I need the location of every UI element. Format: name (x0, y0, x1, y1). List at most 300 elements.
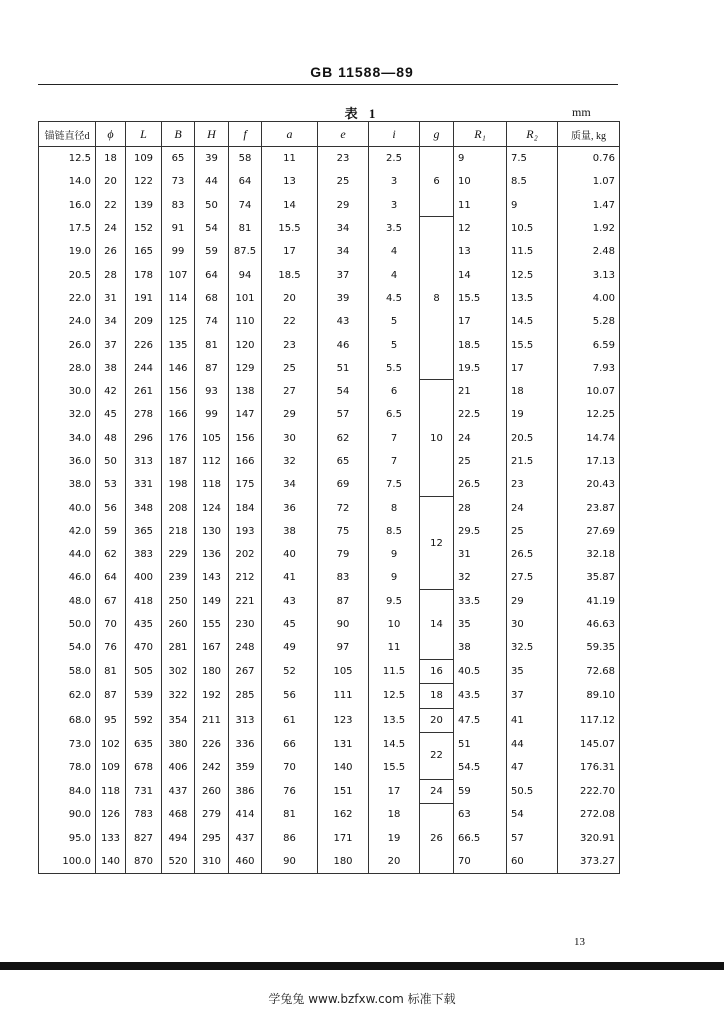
cell-i: 9 (369, 566, 420, 589)
cell-H: 59 (195, 240, 229, 263)
cell-a: 76 (262, 779, 318, 803)
header-cell: H (195, 122, 229, 147)
footer-bar (0, 962, 724, 970)
cell-r2: 35 (507, 660, 558, 684)
table-row (39, 660, 620, 684)
cell-mass: 272.08 (558, 803, 620, 826)
cell-B: 406 (162, 756, 195, 779)
cell-r1: 35 (454, 613, 507, 636)
cell-r1: 33.5 (454, 590, 507, 613)
cell-r1: 43.5 (454, 684, 507, 708)
cell-a: 36 (262, 496, 318, 519)
table-row (39, 613, 620, 636)
cell-H: 74 (195, 310, 229, 333)
cell-phi: 26 (96, 240, 126, 263)
cell-L: 278 (126, 403, 162, 426)
cell-phi: 81 (96, 660, 126, 684)
cell-d: 16.0 (39, 194, 96, 217)
cell-d: 62.0 (39, 684, 96, 708)
cell-H: 118 (195, 473, 229, 496)
cell-B: 91 (162, 217, 195, 240)
table-row (39, 287, 620, 310)
cell-r1: 13 (454, 240, 507, 263)
cell-H: 226 (195, 732, 229, 755)
cell-phi: 34 (96, 310, 126, 333)
header-cell: R₁ (454, 122, 507, 147)
cell-r1: 12 (454, 217, 507, 240)
cell-L: 139 (126, 194, 162, 217)
cell-L: 592 (126, 708, 162, 732)
cell-r2: 30 (507, 613, 558, 636)
cell-i: 7.5 (369, 473, 420, 496)
cell-r1: 11 (454, 194, 507, 217)
cell-r1: 29.5 (454, 520, 507, 543)
cell-mass: 4.00 (558, 287, 620, 310)
dimension-table (38, 121, 620, 874)
cell-H: 143 (195, 566, 229, 589)
cell-r2: 23 (507, 473, 558, 496)
cell-H: 211 (195, 708, 229, 732)
cell-r1: 14 (454, 263, 507, 286)
cell-L: 505 (126, 660, 162, 684)
table-row (39, 827, 620, 850)
header-cell: i (369, 122, 420, 147)
cell-B: 281 (162, 636, 195, 659)
cell-phi: 53 (96, 473, 126, 496)
cell-f: 81 (229, 217, 262, 240)
cell-H: 124 (195, 496, 229, 519)
cell-a: 81 (262, 803, 318, 826)
cell-f: 101 (229, 287, 262, 310)
cell-f: 129 (229, 357, 262, 380)
cell-H: 44 (195, 170, 229, 193)
cell-B: 176 (162, 427, 195, 450)
cell-H: 93 (195, 380, 229, 403)
cell-f: 74 (229, 194, 262, 217)
cell-phi: 28 (96, 263, 126, 286)
cell-r2: 24 (507, 496, 558, 519)
cell-f: 313 (229, 708, 262, 732)
cell-a: 25 (262, 357, 318, 380)
cell-B: 208 (162, 496, 195, 519)
cell-a: 18.5 (262, 263, 318, 286)
cell-d: 26.0 (39, 333, 96, 356)
cell-B: 302 (162, 660, 195, 684)
cell-e: 151 (318, 779, 369, 803)
cell-r1: 28 (454, 496, 507, 519)
cell-H: 310 (195, 850, 229, 874)
cell-mass: 10.07 (558, 380, 620, 403)
cell-f: 414 (229, 803, 262, 826)
cell-B: 494 (162, 827, 195, 850)
cell-r2: 17 (507, 357, 558, 380)
cell-r2: 25 (507, 520, 558, 543)
cell-L: 470 (126, 636, 162, 659)
cell-L: 178 (126, 263, 162, 286)
cell-B: 99 (162, 240, 195, 263)
cell-a: 52 (262, 660, 318, 684)
cell-a: 30 (262, 427, 318, 450)
cell-e: 54 (318, 380, 369, 403)
cell-a: 20 (262, 287, 318, 310)
cell-i: 14.5 (369, 732, 420, 755)
cell-L: 209 (126, 310, 162, 333)
cell-L: 226 (126, 333, 162, 356)
cell-phi: 22 (96, 194, 126, 217)
cell-d: 95.0 (39, 827, 96, 850)
cell-g: 8 (420, 217, 454, 380)
cell-phi: 133 (96, 827, 126, 850)
cell-d: 68.0 (39, 708, 96, 732)
cell-d: 19.0 (39, 240, 96, 263)
cell-mass: 17.13 (558, 450, 620, 473)
cell-mass: 12.25 (558, 403, 620, 426)
cell-a: 13 (262, 170, 318, 193)
cell-phi: 31 (96, 287, 126, 310)
cell-r1: 59 (454, 779, 507, 803)
cell-d: 50.0 (39, 613, 96, 636)
cell-e: 25 (318, 170, 369, 193)
cell-r1: 25 (454, 450, 507, 473)
table-row (39, 357, 620, 380)
cell-i: 5 (369, 333, 420, 356)
table-row (39, 756, 620, 779)
cell-f: 138 (229, 380, 262, 403)
cell-mass: 0.76 (558, 147, 620, 171)
cell-d: 14.0 (39, 170, 96, 193)
cell-a: 23 (262, 333, 318, 356)
cell-f: 147 (229, 403, 262, 426)
cell-phi: 48 (96, 427, 126, 450)
cell-mass: 222.70 (558, 779, 620, 803)
header-cell: f (229, 122, 262, 147)
table-row (39, 170, 620, 193)
cell-e: 57 (318, 403, 369, 426)
standard-code: GB 11588—89 (310, 64, 414, 80)
cell-B: 468 (162, 803, 195, 826)
table-row (39, 147, 620, 171)
cell-f: 184 (229, 496, 262, 519)
cell-r2: 44 (507, 732, 558, 755)
cell-e: 29 (318, 194, 369, 217)
cell-H: 279 (195, 803, 229, 826)
table-row (39, 496, 620, 519)
cell-f: 285 (229, 684, 262, 708)
cell-e: 140 (318, 756, 369, 779)
cell-i: 7 (369, 427, 420, 450)
cell-d: 78.0 (39, 756, 96, 779)
cell-H: 81 (195, 333, 229, 356)
table-row (39, 333, 620, 356)
cell-H: 112 (195, 450, 229, 473)
cell-phi: 18 (96, 147, 126, 171)
cell-mass: 72.68 (558, 660, 620, 684)
cell-i: 9.5 (369, 590, 420, 613)
cell-i: 5 (369, 310, 420, 333)
cell-H: 99 (195, 403, 229, 426)
cell-mass: 5.28 (558, 310, 620, 333)
cell-g: 6 (420, 147, 454, 217)
cell-a: 49 (262, 636, 318, 659)
cell-f: 166 (229, 450, 262, 473)
cell-H: 39 (195, 147, 229, 171)
cell-g: 14 (420, 590, 454, 660)
cell-e: 180 (318, 850, 369, 874)
cell-e: 111 (318, 684, 369, 708)
cell-f: 359 (229, 756, 262, 779)
cell-f: 230 (229, 613, 262, 636)
cell-e: 87 (318, 590, 369, 613)
cell-d: 22.0 (39, 287, 96, 310)
cell-f: 58 (229, 147, 262, 171)
cell-r1: 22.5 (454, 403, 507, 426)
cell-H: 295 (195, 827, 229, 850)
cell-mass: 14.74 (558, 427, 620, 450)
cell-d: 24.0 (39, 310, 96, 333)
cell-r2: 9 (507, 194, 558, 217)
cell-B: 218 (162, 520, 195, 543)
cell-L: 827 (126, 827, 162, 850)
cell-r1: 26.5 (454, 473, 507, 496)
cell-e: 72 (318, 496, 369, 519)
cell-d: 48.0 (39, 590, 96, 613)
cell-r2: 15.5 (507, 333, 558, 356)
cell-r2: 54 (507, 803, 558, 826)
cell-H: 167 (195, 636, 229, 659)
cell-f: 386 (229, 779, 262, 803)
cell-phi: 38 (96, 357, 126, 380)
cell-r1: 18.5 (454, 333, 507, 356)
cell-e: 79 (318, 543, 369, 566)
cell-phi: 67 (96, 590, 126, 613)
cell-a: 86 (262, 827, 318, 850)
cell-r2: 26.5 (507, 543, 558, 566)
cell-r1: 17 (454, 310, 507, 333)
cell-mass: 89.10 (558, 684, 620, 708)
cell-L: 313 (126, 450, 162, 473)
cell-a: 34 (262, 473, 318, 496)
table-row (39, 708, 620, 732)
cell-mass: 6.59 (558, 333, 620, 356)
cell-i: 4.5 (369, 287, 420, 310)
cell-phi: 102 (96, 732, 126, 755)
cell-r2: 60 (507, 850, 558, 874)
cell-B: 260 (162, 613, 195, 636)
cell-mass: 35.87 (558, 566, 620, 589)
unit-label: mm (572, 105, 591, 119)
cell-f: 212 (229, 566, 262, 589)
cell-H: 50 (195, 194, 229, 217)
cell-i: 18 (369, 803, 420, 826)
cell-r1: 31 (454, 543, 507, 566)
cell-phi: 50 (96, 450, 126, 473)
cell-d: 42.0 (39, 520, 96, 543)
cell-i: 17 (369, 779, 420, 803)
cell-d: 36.0 (39, 450, 96, 473)
cell-phi: 45 (96, 403, 126, 426)
cell-e: 37 (318, 263, 369, 286)
cell-L: 348 (126, 496, 162, 519)
cell-r2: 20.5 (507, 427, 558, 450)
cell-e: 123 (318, 708, 369, 732)
cell-L: 383 (126, 543, 162, 566)
table-row (39, 803, 620, 826)
cell-r2: 19 (507, 403, 558, 426)
cell-r1: 10 (454, 170, 507, 193)
cell-phi: 24 (96, 217, 126, 240)
cell-mass: 145.07 (558, 732, 620, 755)
cell-mass: 41.19 (558, 590, 620, 613)
cell-i: 3.5 (369, 217, 420, 240)
table-body (39, 147, 620, 874)
cell-B: 198 (162, 473, 195, 496)
cell-phi: 42 (96, 380, 126, 403)
cell-i: 11.5 (369, 660, 420, 684)
cell-e: 65 (318, 450, 369, 473)
cell-H: 242 (195, 756, 229, 779)
cell-r2: 13.5 (507, 287, 558, 310)
cell-i: 20 (369, 850, 420, 874)
cell-B: 107 (162, 263, 195, 286)
header-cell: 锚链直径d (39, 122, 96, 147)
cell-mass: 3.13 (558, 263, 620, 286)
cell-d: 40.0 (39, 496, 96, 519)
cell-L: 191 (126, 287, 162, 310)
cell-a: 90 (262, 850, 318, 874)
cell-f: 94 (229, 263, 262, 286)
cell-a: 22 (262, 310, 318, 333)
table-row (39, 310, 620, 333)
cell-r2: 27.5 (507, 566, 558, 589)
cell-a: 41 (262, 566, 318, 589)
cell-B: 239 (162, 566, 195, 589)
cell-H: 180 (195, 660, 229, 684)
cell-e: 43 (318, 310, 369, 333)
cell-B: 187 (162, 450, 195, 473)
cell-i: 6 (369, 380, 420, 403)
cell-r2: 12.5 (507, 263, 558, 286)
cell-i: 5.5 (369, 357, 420, 380)
cell-f: 202 (229, 543, 262, 566)
table-row (39, 850, 620, 874)
cell-g: 16 (420, 660, 454, 684)
cell-mass: 46.63 (558, 613, 620, 636)
header-cell: 质量, kg (558, 122, 620, 147)
table-title: 表 1 (344, 106, 380, 121)
cell-r1: 66.5 (454, 827, 507, 850)
cell-i: 9 (369, 543, 420, 566)
table-row (39, 732, 620, 755)
cell-e: 69 (318, 473, 369, 496)
cell-i: 7 (369, 450, 420, 473)
cell-e: 51 (318, 357, 369, 380)
table-row (39, 520, 620, 543)
cell-e: 90 (318, 613, 369, 636)
cell-i: 13.5 (369, 708, 420, 732)
cell-d: 54.0 (39, 636, 96, 659)
cell-e: 34 (318, 217, 369, 240)
cell-phi: 59 (96, 520, 126, 543)
cell-e: 131 (318, 732, 369, 755)
header-cell: a (262, 122, 318, 147)
cell-phi: 95 (96, 708, 126, 732)
cell-d: 84.0 (39, 779, 96, 803)
cell-B: 250 (162, 590, 195, 613)
cell-a: 45 (262, 613, 318, 636)
cell-B: 354 (162, 708, 195, 732)
cell-r2: 32.5 (507, 636, 558, 659)
cell-r1: 70 (454, 850, 507, 874)
cell-L: 539 (126, 684, 162, 708)
table-row (39, 566, 620, 589)
header-row (39, 122, 620, 147)
cell-r1: 19.5 (454, 357, 507, 380)
cell-B: 166 (162, 403, 195, 426)
cell-a: 32 (262, 450, 318, 473)
cell-i: 15.5 (369, 756, 420, 779)
cell-L: 678 (126, 756, 162, 779)
cell-B: 65 (162, 147, 195, 171)
cell-d: 20.5 (39, 263, 96, 286)
cell-e: 97 (318, 636, 369, 659)
cell-e: 62 (318, 427, 369, 450)
cell-L: 870 (126, 850, 162, 874)
cell-phi: 76 (96, 636, 126, 659)
cell-e: 34 (318, 240, 369, 263)
cell-H: 260 (195, 779, 229, 803)
cell-phi: 140 (96, 850, 126, 874)
cell-a: 56 (262, 684, 318, 708)
header-cell: ϕ (96, 122, 126, 147)
cell-mass: 2.48 (558, 240, 620, 263)
cell-mass: 320.91 (558, 827, 620, 850)
cell-r1: 54.5 (454, 756, 507, 779)
cell-r1: 21 (454, 380, 507, 403)
cell-r1: 40.5 (454, 660, 507, 684)
table-row (39, 427, 620, 450)
cell-H: 155 (195, 613, 229, 636)
cell-g: 26 (420, 803, 454, 873)
cell-mass: 20.43 (558, 473, 620, 496)
header-rule (38, 84, 618, 85)
cell-i: 4 (369, 263, 420, 286)
cell-f: 156 (229, 427, 262, 450)
cell-d: 28.0 (39, 357, 96, 380)
cell-f: 437 (229, 827, 262, 850)
cell-r2: 37 (507, 684, 558, 708)
table-row (39, 450, 620, 473)
cell-r1: 9 (454, 147, 507, 171)
cell-phi: 62 (96, 543, 126, 566)
cell-L: 418 (126, 590, 162, 613)
cell-d: 32.0 (39, 403, 96, 426)
header-cell: L (126, 122, 162, 147)
cell-i: 6.5 (369, 403, 420, 426)
cell-mass: 7.93 (558, 357, 620, 380)
cell-L: 400 (126, 566, 162, 589)
cell-g: 18 (420, 684, 454, 708)
cell-e: 105 (318, 660, 369, 684)
cell-L: 365 (126, 520, 162, 543)
cell-H: 105 (195, 427, 229, 450)
cell-mass: 1.07 (558, 170, 620, 193)
cell-d: 100.0 (39, 850, 96, 874)
cell-a: 66 (262, 732, 318, 755)
cell-mass: 59.35 (558, 636, 620, 659)
header-cell: e (318, 122, 369, 147)
cell-B: 125 (162, 310, 195, 333)
table-row (39, 380, 620, 403)
